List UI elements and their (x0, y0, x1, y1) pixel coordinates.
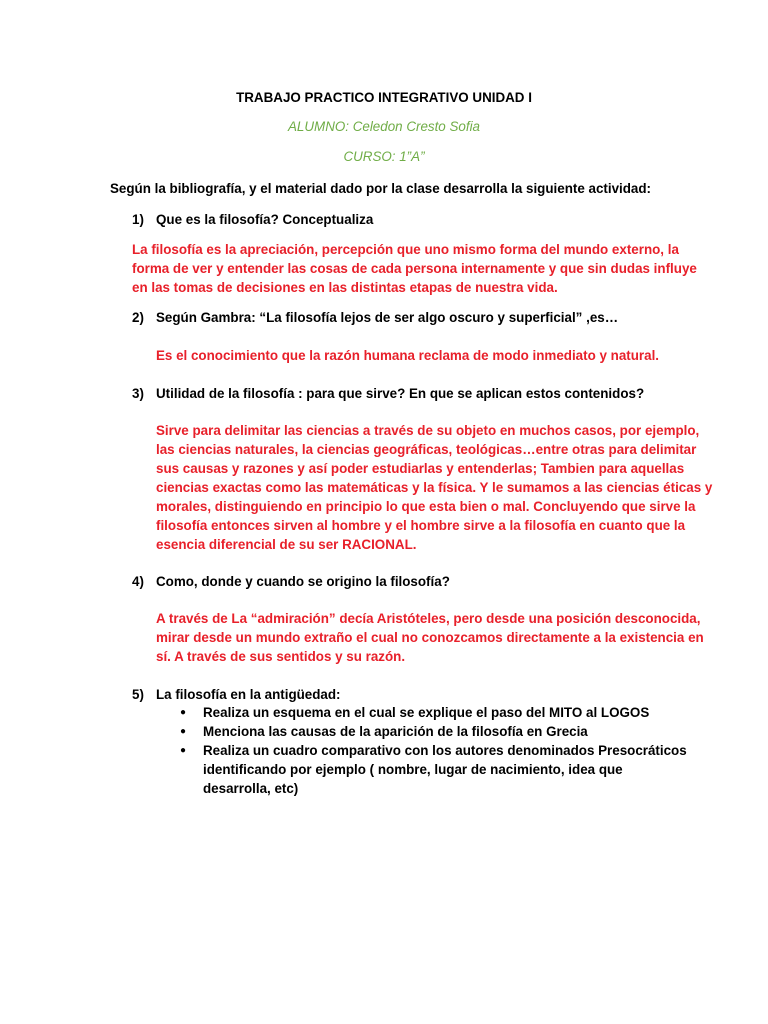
bullet-item: Realiza un esquema en el cual se explique el paso del MITO al LOGOS (203, 705, 650, 720)
question-number: 5) (132, 687, 144, 702)
answer-line: ciencias exactas como las matemáticas y la física. Y le sumamos a las ciencias éticas y (156, 480, 713, 495)
bullet-item: Menciona las causas de la aparición de la filosofía en Grecia (203, 724, 588, 739)
answer-line: filosofía entonces sirven al hombre y el hombre sirve a la filosofía en cuanto que la (156, 518, 686, 533)
bullet-icon: ● (180, 745, 187, 756)
document-title: TRABAJO PRACTICO INTEGRATIVO UNIDAD I (236, 90, 532, 105)
question-text: Utilidad de la filosofía : para que sirve? En que se aplican estos contenidos? (156, 386, 645, 401)
answer-line: mirar desde un mundo extraño el cual no conozcamos directamente a la existencia en (156, 630, 704, 645)
answer-line: sí. A través de sus sentidos y su razón. (156, 649, 406, 664)
question-text: Que es la filosofía? Conceptualiza (156, 212, 374, 227)
course-label: CURSO: 1”A” (343, 149, 425, 164)
answer-line: Es el conocimiento que la razón humana reclama de modo inmediato y natural. (156, 348, 660, 363)
question-text: Como, donde y cuando se origino la filosofía? (156, 574, 450, 589)
answer-line: esencia diferencial de su ser RACIONAL. (156, 537, 417, 552)
answer-line: sus causas y razones y así poder estudiarlas y entenderlas; Tambien para aquellas (156, 461, 685, 476)
question-text: Según Gambra: “La filosofía lejos de ser algo oscuro y superficial” ,es… (156, 310, 619, 325)
question-number: 2) (132, 310, 144, 325)
bullet-item-continuation: identificando por ejemplo ( nombre, lugar de nacimiento, idea que (203, 762, 623, 777)
student-name: ALUMNO: Celedon Cresto Sofia (287, 119, 480, 134)
question-number: 4) (132, 574, 144, 589)
answer-line: las ciencias naturales, la ciencias geográficas, teológicas…entre otras para delimitar (156, 442, 697, 457)
answer-line: forma de ver y entender las cosas de cada persona internamente y que sin dudas influye (132, 261, 697, 276)
answer-line: en las tomas de decisiones en las distintas etapas de nuestra vida. (132, 280, 558, 295)
question-text: La filosofía en la antigüedad: (156, 687, 341, 702)
question-number: 3) (132, 386, 144, 401)
intro-instructions: Según la bibliografía, y el material dado por la clase desarrolla la siguiente actividad: (110, 181, 652, 196)
bullet-icon: ● (180, 707, 187, 718)
bullet-icon: ● (180, 726, 187, 737)
answer-line: Sirve para delimitar las ciencias a través de su objeto en muchos casos, por ejemplo, (156, 423, 700, 438)
question-number: 1) (132, 212, 144, 227)
bullet-item: Realiza un cuadro comparativo con los autores denominados Presocráticos (203, 743, 687, 758)
answer-line: A través de La “admiración” decía Aristóteles, pero desde una posición desconocida, (156, 611, 701, 626)
answer-line: morales, distinguiendo en principio lo que esta bien o mal. Concluyendo que sirve la (156, 499, 696, 514)
answer-line: La filosofía es la apreciación, percepción que uno mismo forma del mundo externo, la (132, 242, 679, 257)
bullet-item-continuation: desarrolla, etc) (203, 781, 299, 796)
